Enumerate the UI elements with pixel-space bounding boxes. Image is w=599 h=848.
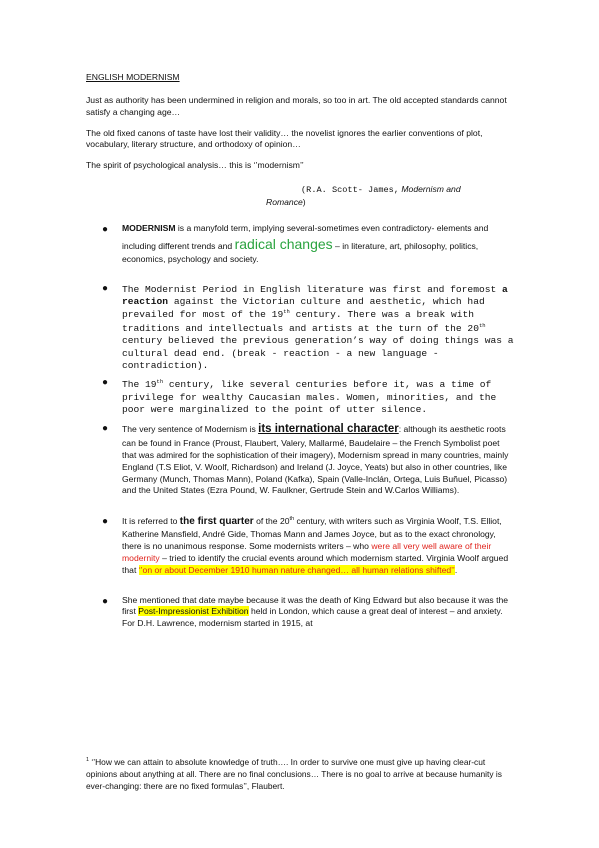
bullet-icon: ● — [102, 423, 109, 435]
bullet-icon: ● — [102, 223, 109, 235]
footnote-marker: 1 — [86, 757, 90, 764]
footnote — [86, 756, 516, 793]
emphasis-international: its international character — [258, 423, 399, 436]
bullet-icon: ● — [102, 283, 109, 295]
citation-work-cont: Romance — [266, 197, 303, 208]
bullet-list — [86, 223, 516, 630]
list-item: ● MODERNISM is a manyfold term, implying several-sometimes even contradictory- elements and including different trends and radical changes – in literature, art, philosophy, politics, economics, psychology and society. — [102, 222, 489, 265]
list-item: ● The very sentence of Modernism is its international character: although its aesthetic roots can be found in France (Proust, Flaubert, Valery, Mallarmé, Baudelaire – the French Symbolist poet that was admired for the sophistication of their imagery), Modernism spread in many countries, mainly England (T.S Eliot, V. Woolf, Richardson) and Ireland (J. Joyce, Yeats) but also in other countries, like Germany (Munch, Thomas Mann), Poland (Kafka), Spain (Valle-Inclán, Ortega, Luis Buñuel, Picasso) and the United States (Ezra Pound, W. Faulkner, Gertrude Stein and W.Carlos Williams). — [102, 423, 509, 496]
bullet-icon: ● — [102, 595, 109, 607]
emphasis-radical-changes: radical changes — [234, 235, 333, 252]
list-item: ● The 19th century, like several centuries before it, was a time of privilege for wealthy Caucasian males. Women, minorities, and the poor were marginalized to the point of utter silence. — [102, 378, 497, 415]
document-heading: ENGLISH MODERNISM — [86, 72, 180, 82]
emphasis-modernity: were all very well aware of their modernity — [122, 540, 492, 563]
bullet-icon: ● — [102, 378, 109, 390]
list-item: ● She mentioned that date maybe because it was the death of King Edward but also because it was the first Post-Impressionist Exhibition held in London, which cause a great deal of interest – and anxiety. For D.H. Lawrence, modernism started in 1915, at — [102, 594, 509, 629]
footnote-text: ‘’How we can attain to absolute knowledge of truth…. In order to survive one must give up having clear-cut opinions about anything at all. There are no final conclusions… There is no goal to arrive at because humanity is ever-changing: there are no fixed formulas’’, Flaubert. — [86, 757, 502, 792]
intro-paragraph-2: The old fixed canons of taste have lost their validity… the novelist ignores the earlier conventions of plot, vocabulary, literary structure, and orthodoxy of opinion… — [86, 127, 483, 150]
woolf-quote: ‘’on or about December 1910 human nature changed… all human relations shifted’’ — [138, 564, 455, 575]
citation-work: Modernism and — [401, 184, 461, 195]
bullet-icon: ● — [102, 516, 109, 528]
emphasis-first-quarter: the first quarter — [179, 516, 254, 528]
citation-author: (R.A. Scott- James, — [301, 185, 399, 196]
list-item: ● It is referred to the first quarter of the 20th century, with writers such as Virginia Woolf, T.S. Elliot, Katherine Mansfield, André Gide, Thomas Mann and James Joyce, but as to the exact chronology, there is no unanimous response. Some modernists writers – who were all very well aware of their modernity – tried to identify the crucial events around which modernism started. Virginia Woolf argued that ‘’on or about December 1910 human nature changed… all human relations shifted’’. — [102, 516, 509, 575]
intro-paragraph-3: The spirit of psychological analysis… this is ‘’modernism’’ — [86, 160, 304, 171]
intro-paragraph-1: Just as authority has been undermined in religion and morals, so too in art. The old accepted standards cannot satisfy a changing age… — [86, 94, 507, 117]
highlight-exhibition: Post-Impressionist Exhibition — [138, 606, 249, 617]
list-item: ● The Modernist Period in English literature was first and foremost a reaction against the Victorian culture and aesthetic, which had prevailed for most of the 19th century. There was a break with traditions and intellectuals and artists at the turn of the 20th century believed the previous generation’s way of doing things was a cultural dead end. (break - reaction - a new language - contradiction). — [102, 283, 514, 371]
document-body — [86, 72, 516, 630]
citation: (R.A. Scott- James, Modernism and Romance) — [266, 184, 461, 208]
